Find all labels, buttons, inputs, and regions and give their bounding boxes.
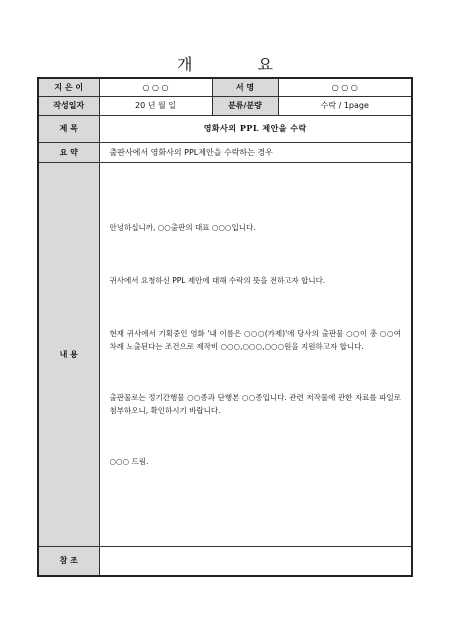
content-paragraph: 귀사에서 요청하신 PPL 제안에 대해 수락의 뜻을 전하고자 합니다. [109, 275, 326, 285]
category-value: 수락 / 1page [278, 96, 412, 115]
summary-form [37, 77, 413, 577]
content-body [99, 162, 412, 546]
date-label: 작성일자 [38, 96, 99, 115]
summary-value: 출판사에서 영화사의 PPL제안을 수락하는 경우 [99, 142, 412, 162]
document-title: 개 요 [177, 55, 303, 74]
signature-value: ○ ○ ○ [278, 78, 412, 96]
reference-label: 참 조 [38, 546, 99, 576]
content-paragraph: 현재 귀사에서 기획중인 영화 '내 이름은 ○○○(가제)'에 당사의 출판물 ○○이 총 ○○여 차례 노출된다는 조건으로 제작비 ○○○,○○○,○○○원을 지원하고자 합니다. [109, 328, 401, 351]
subject-value: 영화사의 PPL 제안을 수락 [99, 115, 412, 142]
reference-value [99, 546, 412, 576]
content-paragraph: 안녕하십니까, ○○출판의 대표 ○○○입니다. [109, 222, 256, 232]
subject-label: 제 목 [38, 115, 99, 142]
date-value: 20 년 월 일 [99, 96, 212, 115]
author-label: 지 은 이 [38, 78, 99, 96]
summary-label: 요 약 [38, 142, 99, 162]
author-value: ○ ○ ○ [99, 78, 212, 96]
signature-label: 서 명 [212, 78, 278, 96]
category-label: 분류/분량 [212, 96, 278, 115]
content-paragraph: ○○○ 드림. [109, 456, 149, 466]
content-paragraph: 출판물로는 정기간행물 ○○종과 단행본 ○○종입니다. 관련 저작물에 관한 자료를 파일로 첨부하오니, 확인하시기 바랍니다. [109, 392, 401, 415]
content-label: 내 용 [38, 162, 99, 546]
